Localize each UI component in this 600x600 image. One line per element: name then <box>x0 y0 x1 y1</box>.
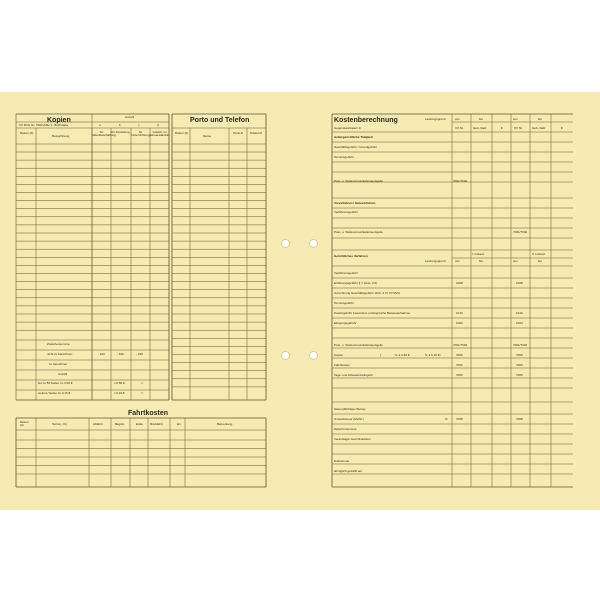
kopien-col-datum: Datum (0) <box>20 131 34 135</box>
kopien-col-b: für Zustellung <box>111 130 130 134</box>
kosten-s2-post-nr: 7001/7002 <box>513 230 528 234</box>
kosten-s1-title: Außergerichtliche Tätigkeit <box>334 135 373 139</box>
fahrt-title: Fahrtkosten <box>128 410 169 417</box>
kosten-s3-title: Gerichtliches Verfahren <box>334 254 368 258</box>
kosten-s1-row: Geschäftsgebühr / Grundgebühr <box>334 145 378 149</box>
kosten-col-geb-1: Geb.-Satz <box>473 126 487 130</box>
kosten-nr1: 7005 <box>456 373 463 377</box>
kosten-nr1: 1003 <box>456 321 463 325</box>
kopien-footer-nicht: nicht zu berechnen <box>47 352 73 356</box>
kosten-s3-row: Erhöhungsgebühr § 7 (max. 2,0) <box>334 281 378 285</box>
porto-title: Porto und Telefon <box>190 117 250 124</box>
fahrt-col-km: km <box>177 422 181 426</box>
kosten-s2-title: Vorverfahren / Güteverfahren <box>334 201 376 205</box>
kosten-nr1: 7001/7002 <box>453 343 468 347</box>
kosten-nr2: 7001/7002 <box>513 343 528 347</box>
kosten-s1-post-nr: 7001/7002 <box>453 179 468 183</box>
kosten-s3-bis-1: bis <box>479 259 483 263</box>
porto-col-telefon: Telefon € <box>249 131 263 135</box>
kosten-von-1: von <box>455 117 460 121</box>
kosten-nr1: 7000 <box>456 353 463 357</box>
fahrt-col-bemerkung: Bemerkung <box>217 422 233 426</box>
kosten-bottom-row: Endsumme <box>334 459 350 463</box>
kopien-deduction-a: - 100 <box>98 352 105 356</box>
porto-col-porto: Porto € <box>233 131 243 135</box>
kosten-col-vvnr-1: VV Nr. <box>455 126 464 130</box>
kosten-kopien-b: S. à 0,15 €) <box>425 353 441 357</box>
fahrt-col-ende: Ende <box>136 422 144 426</box>
kosten-col-eur-1: € <box>501 126 503 130</box>
kosten-bottom-row: abzüglich gezahlt am <box>334 469 363 473</box>
kosten-instanz-2: II. Instanz <box>532 252 546 256</box>
kosten-col-vvnr-2: VV Nr. <box>514 126 523 130</box>
kosten-bis-2: bis <box>538 117 542 121</box>
kopien-footer-rate2: weitere Seiten zu 0,15 € <box>38 391 71 395</box>
kopien-rate1: x 0,50 € <box>114 381 125 385</box>
kopien-title: Kopien <box>47 117 71 124</box>
kopien-anzahl-label: Anzahl <box>125 115 135 119</box>
fahrt-col-termin: Termin, Ort <box>52 422 67 426</box>
kosten-nr2: 7003 <box>516 363 523 367</box>
kopien-col-d: zusätzl. im Einverständnis <box>150 130 170 137</box>
kosten-instanz-1: I. Instanz <box>472 252 485 256</box>
kopien-col-c-num: c <box>138 123 140 127</box>
kosten-nr2: 1008 <box>516 281 523 285</box>
kosten-s3-row: Zusatzgebühr besonders umfangreiche Beweisaufnahme <box>334 311 411 315</box>
kopien-equals-1: = <box>141 381 143 385</box>
kosten-nr2: 1004 <box>516 321 523 325</box>
kopien-deduction-c: - 100 <box>136 352 143 356</box>
kopien-footer-anzahl: Anzahl <box>58 372 68 376</box>
kopien-rate2: x 0,15 € <box>114 391 125 395</box>
kosten-s3-row: Kopien <box>334 353 344 357</box>
kosten-kopien-a: S. à 0,50 €, <box>395 353 411 357</box>
kosten-ust-nr1: 7008 <box>456 417 463 421</box>
kosten-nr2: 7005 <box>516 373 523 377</box>
kosten-bottom-row: Verauslagte Gerichtskosten <box>334 437 371 441</box>
kopien-footer-rate1: bis zu 50 Seiten zu 0,50 € <box>38 381 73 385</box>
porto-col-name: Name <box>203 134 212 138</box>
kosten-von-2: von <box>513 117 518 121</box>
kopien-col-a-num: a <box>99 123 101 127</box>
kosten-s3-bis-2: bis <box>538 259 542 263</box>
kosten-s1-row: Terminsgebühr <box>334 155 354 159</box>
kosten-s2-row: Verfahrensgebühr <box>334 210 358 214</box>
kopien-footer-zu: zu berechnen <box>49 362 68 366</box>
kosten-leistungsgrund: Leistungsgrund <box>425 117 446 121</box>
kosten-nr2: 7000 <box>516 353 523 357</box>
kosten-bottom-row: Zwischensumme <box>334 427 357 431</box>
kopien-col-d-num: d <box>157 123 159 127</box>
porto-col-datum: Datum (0) <box>175 131 189 135</box>
kosten-bis-1: bis <box>479 117 483 121</box>
kopien-col-c: für Unterrichtung <box>131 130 150 137</box>
kosten-s3-leistungsgrund: Leistungsgrund <box>425 259 446 263</box>
kosten-nr1: 1010 <box>456 311 463 315</box>
kopien-deduction-b: - 100 <box>117 352 124 356</box>
kopien-col-a: für Aktenbeschaffung <box>92 130 116 137</box>
fahrt-col-abfahrt: Abfahrt <box>93 422 103 426</box>
fahrt-col-datum: Datum (0) <box>20 420 29 427</box>
kopien-footer-zwischensumme: Zwischensumme <box>47 342 70 346</box>
kosten-s3-row: Verfahrensgebühr <box>334 271 358 275</box>
kosten-gegenstandswert: Gegenstandswert: € <box>334 126 361 130</box>
kosten-ust-pct: % <box>445 417 448 421</box>
kosten-bottom-row: Umsatzsteuer (MwSt.) <box>334 417 364 421</box>
kosten-s1-row: Post- u. Telekommunikationsentgelte <box>334 179 383 183</box>
kosten-s3-von-1: von <box>455 259 460 263</box>
kosten-bottom-row: Steuerpflichtiger Betrag <box>334 407 366 411</box>
kosten-s2-row: Post- u. Telekommunikationsentgelte <box>334 230 383 234</box>
kosten-s3-row: Einigungsgebühr <box>334 321 357 325</box>
kosten-col-eur-2: € <box>561 126 563 130</box>
kopien-col-bezeichnung: Bezeichnung <box>52 134 70 138</box>
kopien-col-b-num: b <box>119 123 121 127</box>
kosten-kopien-paren: ( <box>380 353 381 357</box>
kosten-nr2: 1010 <box>516 311 523 315</box>
kosten-s3-row: Tage- und Abwesenheitsgeld <box>334 373 373 377</box>
kopien-legal-ref: VV RVG Nr. 7000 Ziffer 1. Buchstabe <box>19 123 69 127</box>
kosten-s3-von-2: von <box>513 259 518 263</box>
fahrt-col-rueckfahrt: Rückfahrt <box>150 422 163 426</box>
kosten-nr1: 1008 <box>456 281 463 285</box>
kosten-col-geb-2: Geb.-Satz <box>532 126 546 130</box>
kosten-nr1: 7003 <box>456 363 463 367</box>
fahrt-col-beginn: Beginn <box>115 422 125 426</box>
kosten-s3-row: Post- u. Telekommunikationsentgelte <box>334 343 383 347</box>
kopien-equals-2: = <box>141 391 143 395</box>
kosten-s3-row: Anrechnung Geschäftsgebühr Vorb. 3 IV VV RVG <box>334 291 400 295</box>
kosten-s3-row: Terminsgebühr <box>334 301 354 305</box>
kosten-ust-nr2: 7008 <box>516 417 523 421</box>
kosten-s3-row: Fahrtkosten <box>334 363 350 367</box>
kosten-title: Kostenberechnung <box>334 117 398 124</box>
